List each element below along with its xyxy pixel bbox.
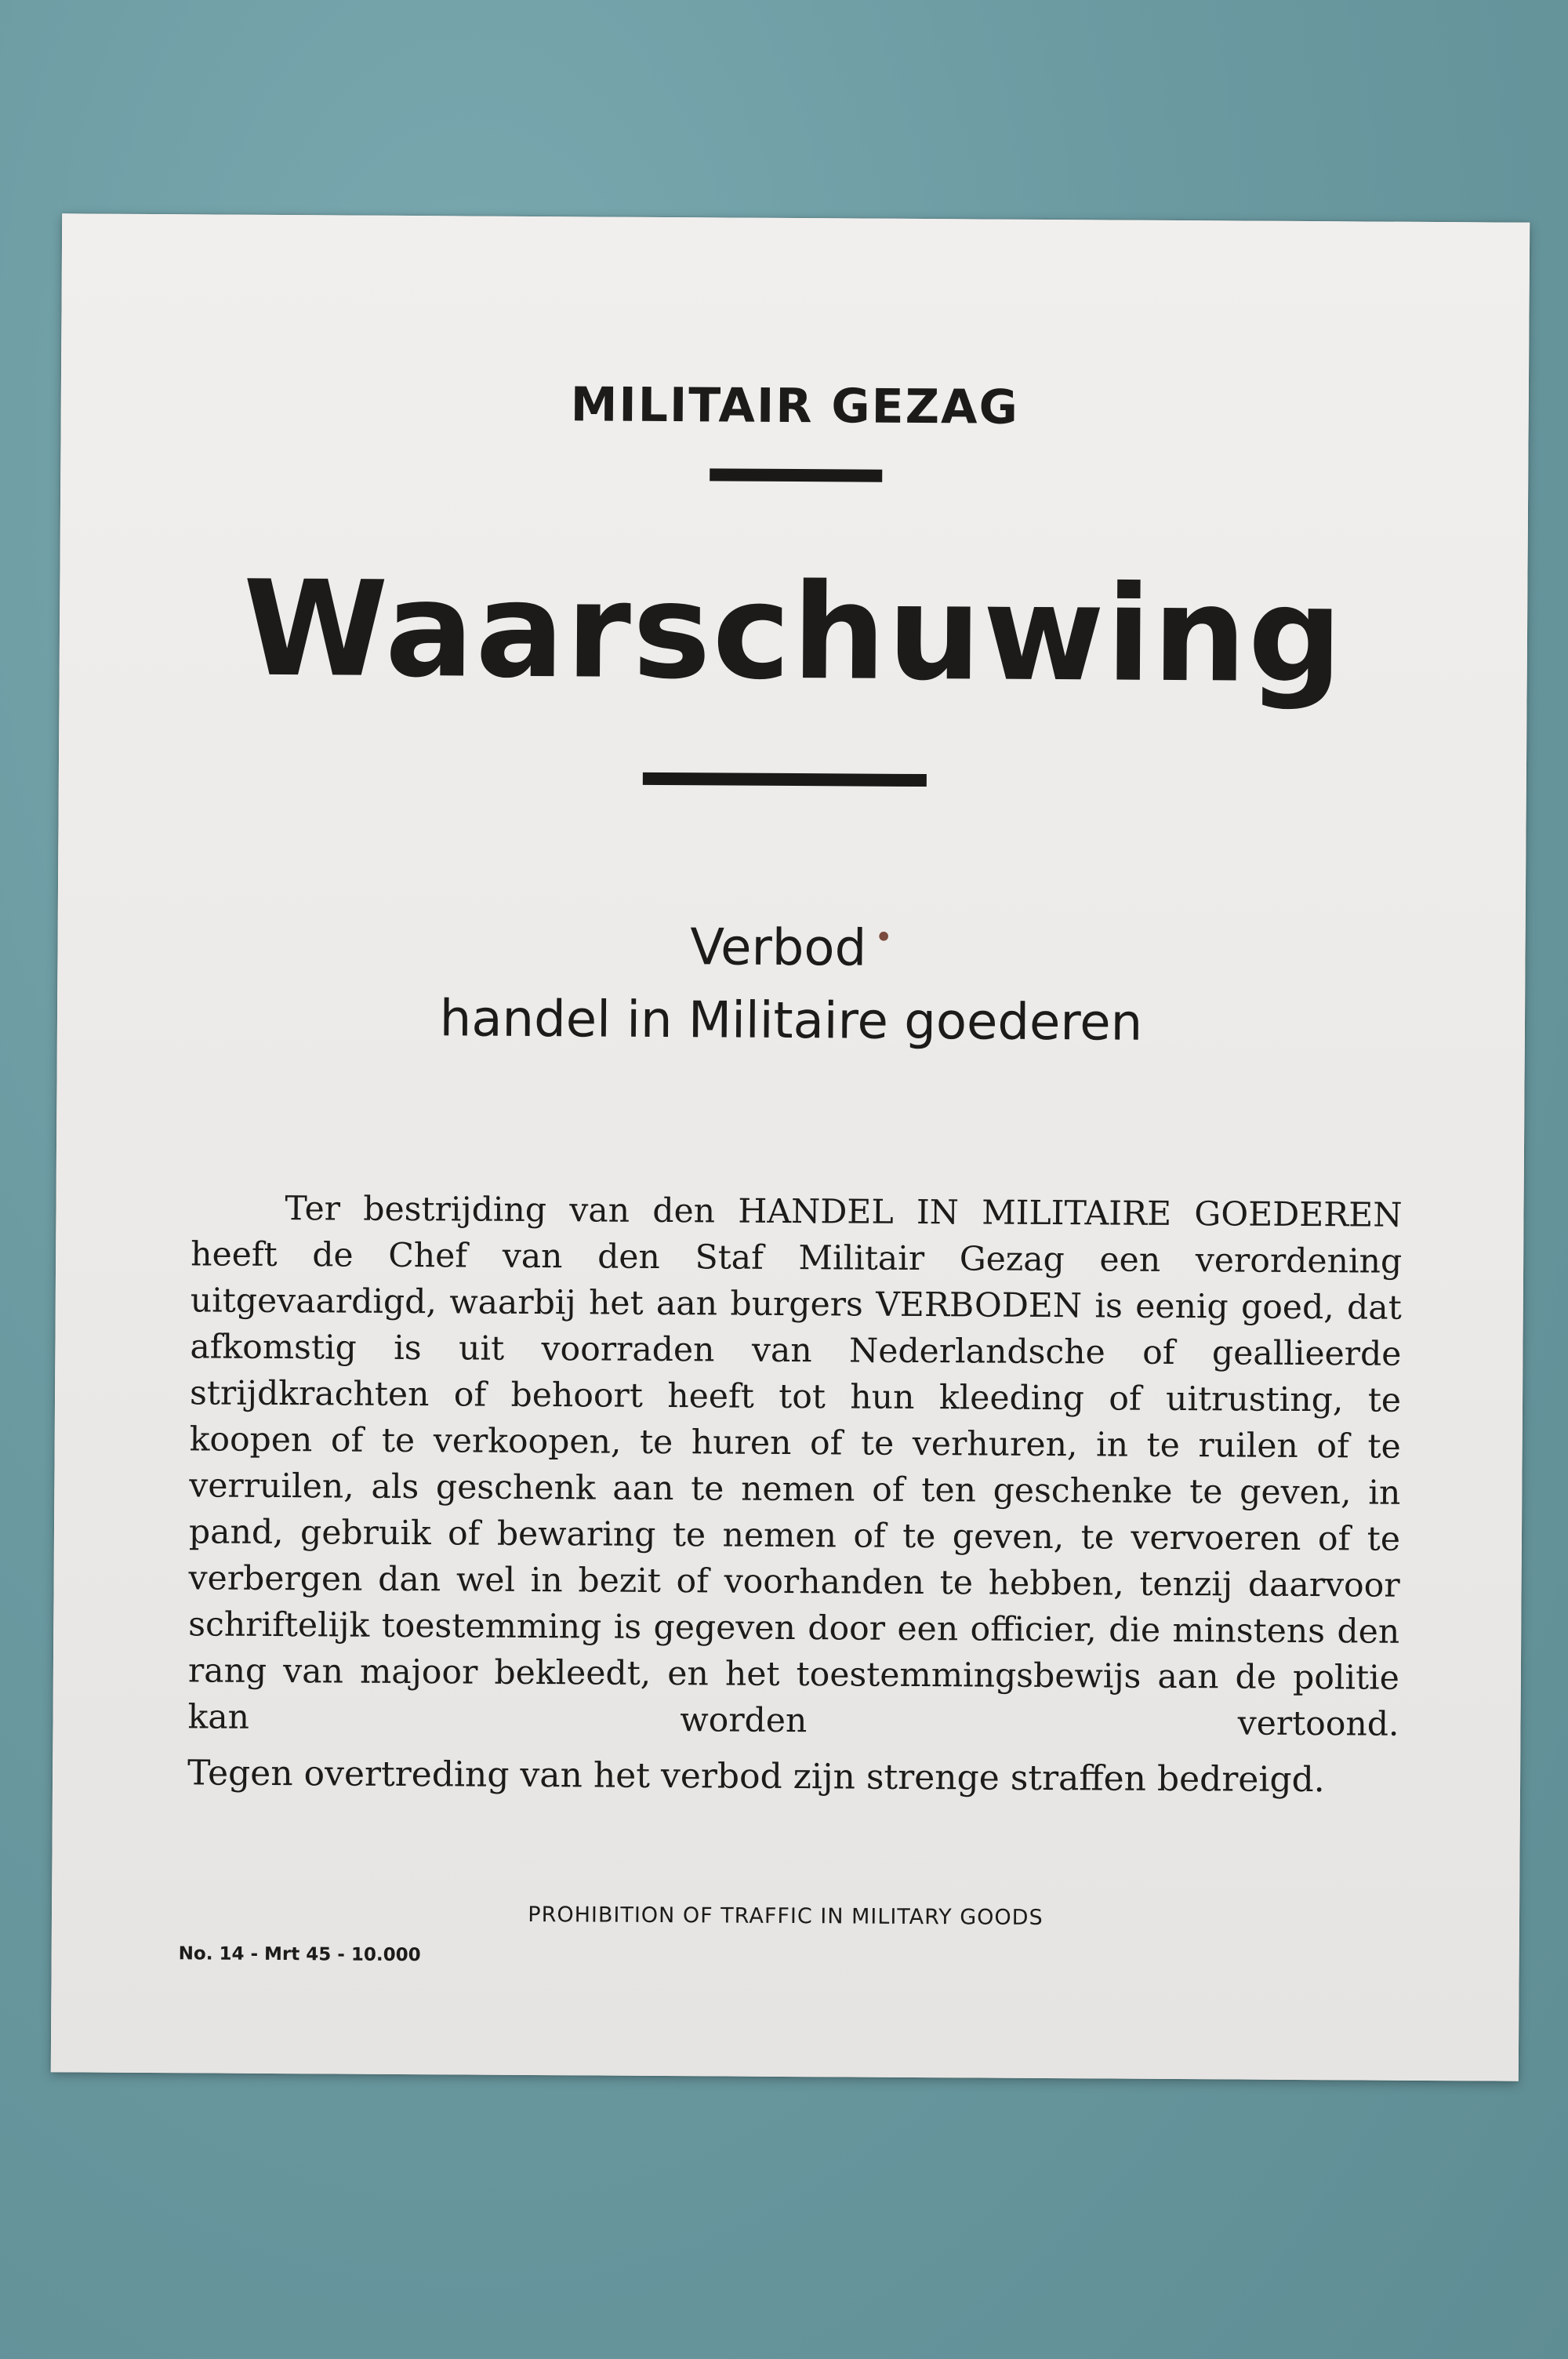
poster-subject [57,907,1526,1062]
body-paragraph: Ter bestrijding van den HANDEL IN MILITAIRE GOEDEREN heeft de Chef van den Staf Militair Gezag een verordening uitgevaardigd, waarbij het aan burgers VERBODEN is eenig goed, dat afkomstig is uit voorraden van Nederlandsche of geallieerde strijdkrachten of behoort heeft tot hun kleeding of uitrusting, te koopen of te verkoopen, te huren of te verhuren, in te ruilen of te verruilen, als geschenk aan te nemen of ten geschenke te geven, in pand, gebruik of bewaring te nemen of te geven, te vervoeren of te verbergen dan wel in bezit of voorhanden te hebben, tenzij daarvoor schriftelijk toestemming is gegeven door een officier, die minstens den rang van majoor bekleedt, en het toestemmingsbewijs aan de politie kan worden vertoond. [187,1190,1403,1744]
divider-rule-bottom [643,772,927,787]
divider-rule-top [710,468,882,482]
warning-poster [51,213,1530,2081]
print-reference: No. 14 - Mrt 45 - 10.000 [178,1943,421,1966]
closing-statement: Tegen overtreding van het verbod zijn strenge straffen bedreigd. [187,1753,1325,1801]
issuing-authority: MILITAIR GEZAG [570,377,1020,435]
ink-speck: • [874,919,894,956]
poster-body [187,1185,1403,1803]
poster-headline: Waarschuwing [242,551,1345,713]
subject-line-2: handel in Militaire goederen [439,990,1143,1052]
english-caption: PROHIBITION OF TRAFFIC IN MILITARY GOODS [528,1902,1044,1930]
subject-line-1: Verbod [690,918,867,978]
